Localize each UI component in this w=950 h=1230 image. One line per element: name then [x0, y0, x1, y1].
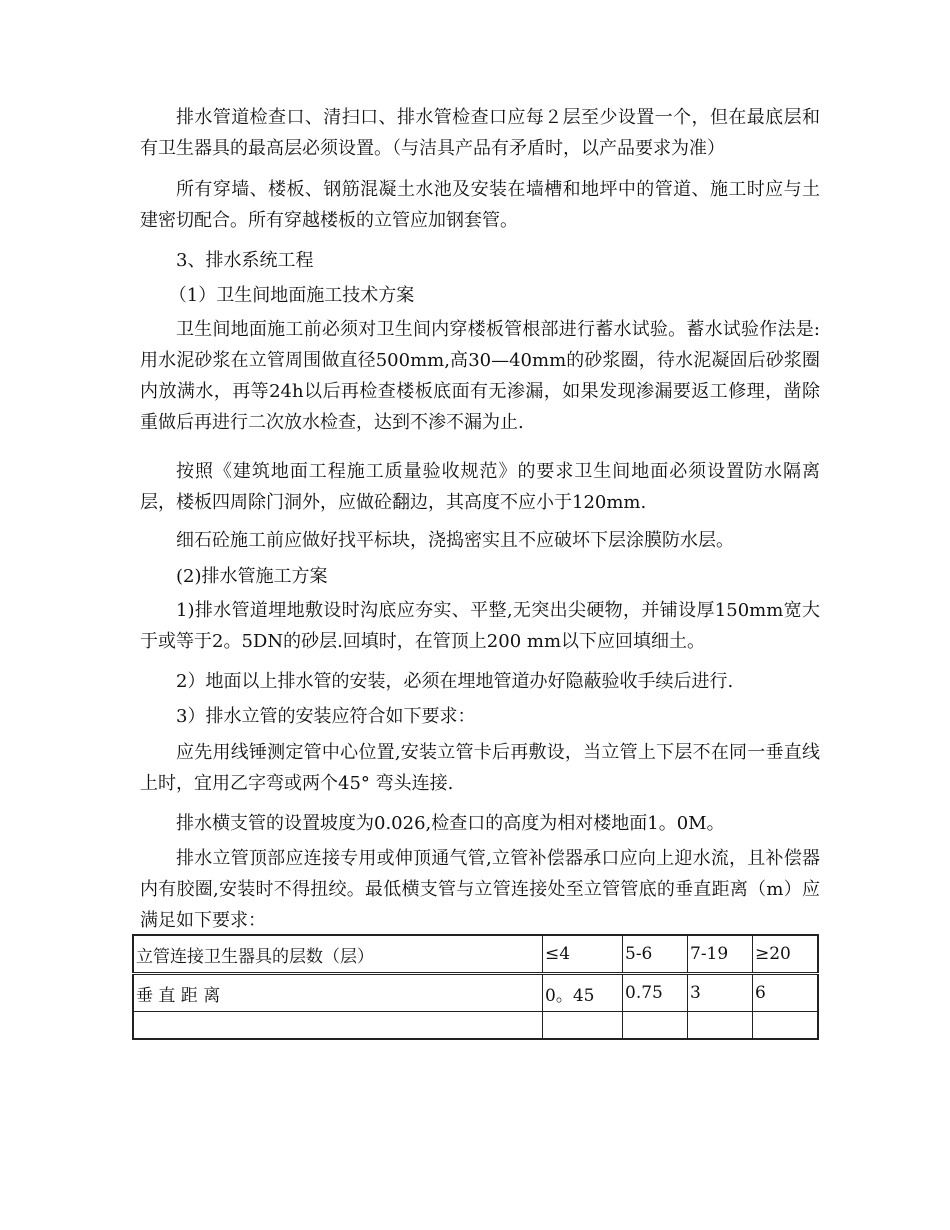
paragraph-riser-requirements: 3）排水立管的安装应符合如下要求：: [176, 706, 476, 727]
heading-bathroom-floor: （1）卫生间地面施工技术方案: [168, 285, 415, 306]
table-row-empty: [133, 1012, 818, 1040]
paragraph-above-ground: 2）地面以上排水管的安装，必须在埋地管道办好隐蔽验收手续后进行.: [176, 671, 734, 692]
table-cell: 立管连接卫生器具的层数（层）: [133, 935, 543, 974]
heading-drain-pipe: (2)排水管施工方案: [176, 566, 328, 587]
table-header-row: [133, 935, 818, 974]
table-cell: 垂 直 距 离: [133, 974, 543, 1012]
heading-drainage-system: 3、排水系统工程: [176, 250, 314, 271]
paragraph-wall-penetration: 所有穿墙、楼板、钢筋混凝土水池及安装在墙槽和地坪中的管道、施工时应与土建密切配合。所有穿越楼板的立管应加钢套管。: [140, 179, 820, 231]
paragraph-plumb-line: 应先用线锤测定管中心位置,安装立管卡后再敷设，当立管上下层不在同一垂直线上时，宜用乙字弯或两个45° 弯头连接.: [140, 742, 820, 794]
table-cell: 0。45: [543, 974, 623, 1012]
paragraph-inspection-ports: 排水管道检查口、清扫口、排水管检查口应每２层至少设置一个，但在最底层和有卫生器具的最高层必须设置。（与洁具产品有矛盾时，以产品要求为准）: [140, 107, 820, 159]
table-cell: 6: [753, 974, 819, 1012]
table-cell: [543, 1012, 623, 1040]
table-cell: [133, 1012, 543, 1040]
paragraph-water-test: 卫生间地面施工前必须对卫生间内穿楼板管根部进行蓄水试验。蓄水试验作法是:用水泥砂浆在立管周围做直径500mm,高30—40mm的砂浆圈，待水泥凝固后砂浆圈内放满水，再等24h以后再检查楼板底面有无渗漏，如果发现渗漏要返工修理，凿除重做后再进行二次放水检查，达到不渗不漏为止.: [140, 319, 820, 433]
table-cell: 0.75: [623, 974, 688, 1012]
table-cell: [753, 1012, 819, 1040]
vertical-distance-table: [132, 934, 819, 1040]
table-cell: ≥20: [753, 935, 819, 974]
table-cell: 5-6: [623, 935, 688, 974]
table-cell: [688, 1012, 753, 1040]
table-cell: 7-19: [688, 935, 753, 974]
paragraph-vent-pipe: 排水立管顶部应连接专用或伸顶通气管,立管补偿器承口应向上迎水流，且补偿器内有胶圈,安装时不得扭绞。最低横支管与立管连接处至立管管底的垂直距离（m）应满足如下要求：: [140, 848, 820, 931]
table-cell: [623, 1012, 688, 1040]
paragraph-slope: 排水横支管的设置坡度为0.026,检查口的高度为相对楼地面1。0M。: [176, 813, 725, 834]
paragraph-buried-pipe: 1)排水管道埋地敷设时沟底应夯实、平整,无突出尖硬物，并铺设厚150mm宽大于或等于2。5DN的砂层.回填时，在管顶上200 mm以下应回填细土。: [140, 600, 820, 652]
table-cell: ≤4: [543, 935, 623, 974]
table-row: [133, 974, 818, 1012]
paragraph-waterproof-layer: 按照《建筑地面工程施工质量验收规范》的要求卫生间地面必须设置防水隔离层，楼板四周除门洞外，应做砼翻边，其高度不应小于120mm.: [140, 461, 820, 513]
table-cell: 3: [688, 974, 753, 1012]
paragraph-concrete: 细石砼施工前应做好找平标块，浇捣密实且不应破坏下层涂膜防水层。: [176, 530, 734, 551]
